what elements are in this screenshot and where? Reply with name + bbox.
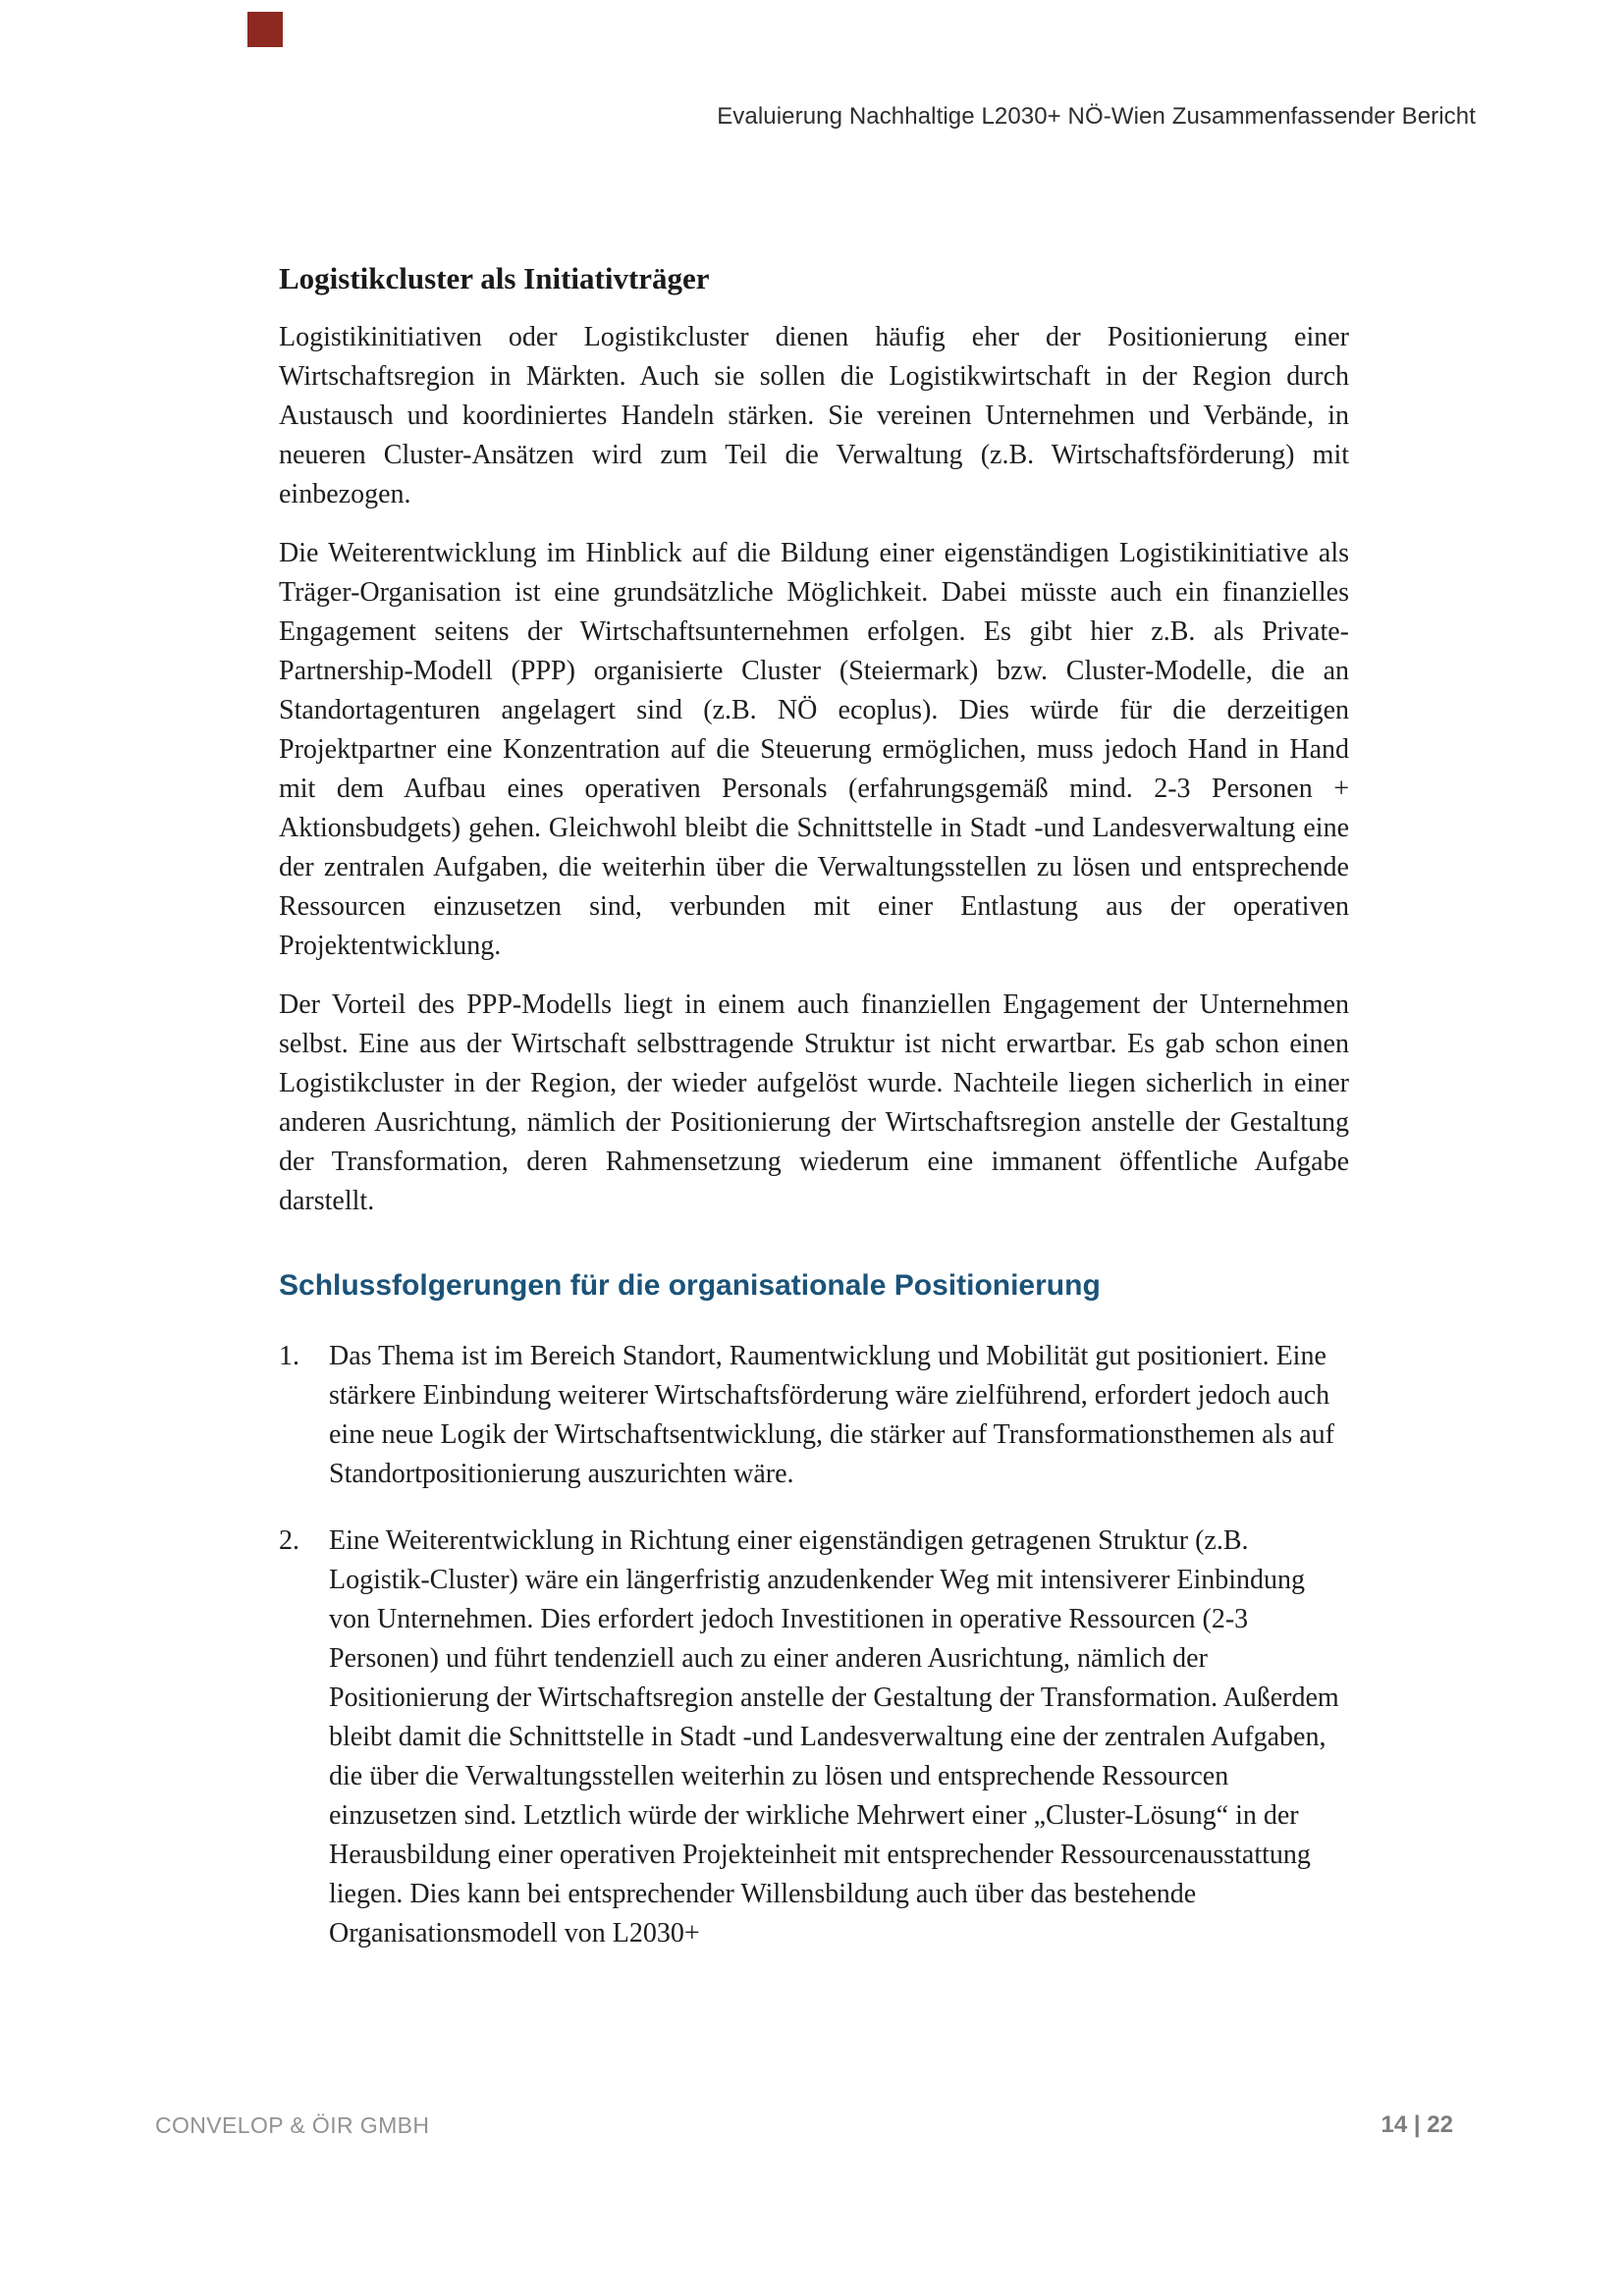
paragraph-weiterentwicklung: Die Weiterentwicklung im Hinblick auf die Bildung einer eigenständigen Logistikinitiative als Träger-Organisation ist eine grundsätzliche Möglichkeit. Dabei müsste auch ein finanzielles Engagement seitens der Wirtschaftsunternehmen erfolgen. Es gibt hier z.B. als Private-Partnership-Modell (PPP) organisierte Cluster (Steiermark) bzw. Cluster-Modelle, die an Standortagenturen angelagert sind (z.B. NÖ ecoplus). Dies würde für die derzeitigen Projektpartner eine Konzentration auf die Steuerung ermöglichen, muss jedoch Hand in Hand mit dem Aufbau eines operativen Personals (erfahrungsgemäß mind. 2-3 Personen + Aktionsbudgets) gehen. Gleichwohl bleibt die Schnittstelle in Stadt -und Landesverwaltung eine der zentralen Aufgaben, die weiterhin über die Verwaltungsstellen zu lösen und entsprechende Ressourcen einzusetzen sind, verbunden mit einer Entlastung aus der operativen Projektentwicklung.: [279, 538, 1349, 961]
convelop-logo-square: [247, 12, 283, 47]
list-item-1-text: Das Thema ist im Bereich Standort, Raumentwicklung und Mobilität gut positioniert. Eine stärkere Einbindung weiterer Wirtschaftsförderung wäre zielführend, erfordert jedoch auch eine neue Logik der Wirtschaftsentwicklung, die stärker auf Transformationsthemen als auf Standortpositionierung auszurichten wäre.: [329, 1341, 1334, 1489]
list-item-1: [279, 1337, 1349, 1494]
paragraph-logistikinitiativen: Logistikinitiativen oder Logistikcluster dienen häufig eher der Positionierung einer Wirtschaftsregion in Märkten. Auch sie sollen die Logistikwirtschaft in der Region durch Austausch und koordiniertes Handeln stärken. Sie vereinen Unternehmen und Verbände, in neueren Cluster-Ansätzen wird zum Teil die Verwaltung (z.B. Wirtschaftsförderung) mit einbezogen.: [279, 322, 1349, 509]
list-number-2: 2.: [279, 1525, 299, 1556]
section-heading-logistikcluster: Logistikcluster als Initiativträger: [279, 261, 710, 295]
header-title: Evaluierung Nachhaltige L2030+ NÖ-Wien Zusammenfassender Bericht: [717, 103, 1476, 130]
list-item-2: [279, 1522, 1349, 1953]
main-content: [279, 245, 1349, 1953]
list-item-2-text: Eine Weiterentwicklung in Richtung einer eigenständigen getragenen Struktur (z.B. Logistik-Cluster) wäre ein längerfristig anzudenkender Weg mit intensiverer Einbindung von Unternehmen. Dies erfordert jedoch Investitionen in operative Ressourcen (2-3 Personen) und führt tendenziell auch zu einer anderen Ausrichtung, nämlich der Positionierung der Wirtschaftsregion anstelle der Gestaltung der Transformation. Außerdem bleibt damit die Schnittstelle in Stadt -und Landesverwaltung eine der zentralen Aufgaben, die über die Verwaltungsstellen weiterhin zu lösen und entsprechende Ressourcen einzusetzen sind. Letztlich würde der wirkliche Mehrwert einer „Cluster-Lösung“ in der Herausbildung einer operativen Projekteinheit mit entsprechender Ressourcenausstattung liegen. Dies kann bei entsprechender Willensbildung auch über das bestehende Organisationsmodell von L2030+: [329, 1525, 1339, 1949]
section-heading-schlussfolgerungen: Schlussfolgerungen für die organisationale Positionierung: [279, 1269, 1101, 1302]
footer-page-number: 14 | 22: [1380, 2111, 1453, 2138]
paragraph-vorteil-ppp: Der Vorteil des PPP-Modells liegt in einem auch finanziellen Engagement der Unternehmen selbst. Eine aus der Wirtschaft selbsttragende Struktur ist nicht erwartbar. Es gab schon einen Logistikcluster in der Region, der wieder aufgelöst wurde. Nachteile liegen sicherlich in einer anderen Ausrichtung, nämlich der Positionierung der Wirtschaftsregion anstelle der Gestaltung der Transformation, deren Rahmensetzung wiederum eine immanent öffentliche Aufgabe darstellt.: [279, 989, 1349, 1216]
page-header: [717, 102, 1476, 132]
list-number-1: 1.: [279, 1341, 299, 1371]
footer-company: CONVELOP & ÖIR GMBH: [155, 2112, 430, 2138]
